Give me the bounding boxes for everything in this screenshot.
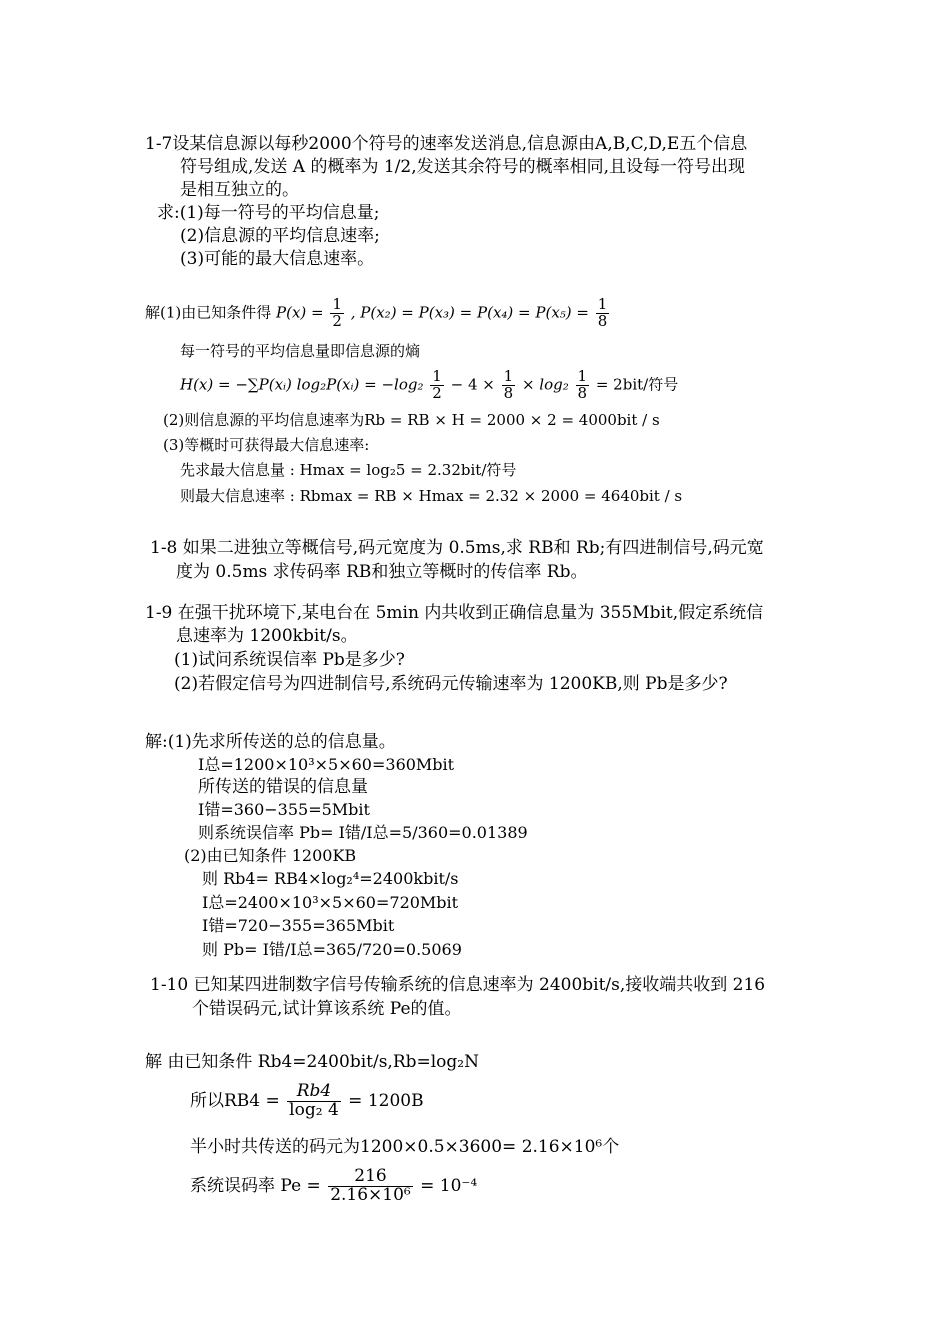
solution-1-9-line-7: 则 Rb4= RB4×log₂⁴=2400kbit/s [202, 869, 459, 888]
solution-1-9-line-4: I错=360−355=5Mbit [198, 800, 370, 819]
fraction-denominator: 2 [432, 383, 442, 402]
solution-1-7-entropy [180, 369, 678, 402]
solution-1-7-prefix: 解(1)由已知条件得 [145, 303, 272, 322]
solution-1-9-line-2: I总=1200×10³×5×60=360Mbit [198, 755, 455, 774]
fraction-denominator: 8 [577, 383, 588, 402]
solution-1-9-line-1: 解:(1)先求所传送的总的信息量。 [145, 732, 396, 752]
solution-1-10-rate-right: = 1200B [348, 1090, 424, 1111]
fraction-one-eighth [576, 369, 590, 402]
problem-1-7-line-2: 符号组成,发送 A 的概率为 1/2,发送其余符号的概率相同,且设每一符号出现 [180, 157, 746, 177]
solution-1-7-rate: (2)则信息源的平均信息速率为Rb = RB × H = 2000 × 2 = 4000bit / s [163, 411, 660, 429]
solution-1-9-line-5: 则系统误信率 Pb= I错/I总=5/360=0.01389 [198, 823, 528, 842]
problem-1-10-line-1: 1-10 已知某四进制数字信号传输系统的信息速率为 2400bit/s,接收端共收到 216 [150, 975, 766, 995]
fraction-one-eighth [502, 369, 516, 402]
fraction-denominator: 2.16×10⁶ [330, 1184, 411, 1205]
solution-1-10-line-3: 半小时共传送的码元为1200×0.5×3600= 2.16×10⁶个 [190, 1137, 620, 1157]
solution-1-10-error-right: = 10⁻⁴ [420, 1175, 478, 1196]
solution-1-9-line-9: I错=720−355=365Mbit [202, 916, 395, 935]
solution-1-7-max-info: 先求最大信息量 : Hmax = log₂5 = 2.32bit/符号 [180, 461, 517, 479]
fraction-one-half [330, 297, 344, 330]
fraction-numerator: Rb4 [287, 1083, 341, 1102]
solution-1-9-line-6: (2)由已知条件 1200KB [184, 846, 357, 865]
problem-1-7-ask-3: (3)可能的最大信息速率。 [180, 249, 375, 269]
fraction-numerator: 1 [503, 367, 514, 385]
problem-1-7-line-1: 1-7设某信息源以每秒2000个符号的速率发送消息,信息源由A,B,C,D,E五个信息 [145, 134, 748, 154]
fraction-one-eighth [596, 297, 610, 330]
fraction-denominator: log₂ 4 [289, 1099, 339, 1120]
solution-1-7-max-heading: (3)等概时可获得最大信息速率: [163, 436, 370, 454]
fraction-numerator: 216 [328, 1168, 413, 1187]
problem-1-7-ask-2: (2)信息源的平均信息速率; [180, 226, 380, 246]
entropy-mid-2: × log₂ [521, 375, 569, 394]
fraction-numerator: 1 [332, 295, 342, 313]
solution-1-9-line-3: 所传送的错误的信息量 [198, 777, 368, 797]
fraction-one-half [430, 369, 444, 402]
problem-1-8-line-2: 度为 0.5ms 求传码率 RB和独立等概时的传信率 Rb。 [176, 562, 588, 582]
problem-1-8-line-1: 1-8 如果二进独立等概信号,码元宽度为 0.5ms,求 RB和 Rb;有四进制信号,码元宽 [150, 538, 764, 558]
fraction-error-rate [328, 1168, 413, 1205]
solution-1-7-max-rate: 则最大信息速率 : Rbmax = RB × Hmax = 2.32 × 2000 = 4640bit / s [180, 487, 683, 505]
problem-1-10-line-2: 个错误码元,试计算该系统 Pe的值。 [192, 999, 462, 1019]
solution-1-9-line-8: I总=2400×10³×5×60=720Mbit [202, 893, 459, 912]
fraction-numerator: 1 [432, 367, 442, 385]
problem-1-9-ask-2: (2)若假定信号为四进制信号,系统码元传输速率为 1200KB,则 Pb是多少? [174, 674, 728, 694]
problem-1-7-line-3: 是相互独立的。 [180, 180, 299, 200]
solution-1-7-px: P(x) = [276, 303, 324, 322]
problem-1-9-line-2: 息速率为 1200kbit/s。 [176, 626, 358, 646]
fraction-denominator: 2 [332, 311, 342, 330]
solution-1-10-line-2 [190, 1083, 424, 1120]
problem-1-9-ask-1: (1)试问系统误信率 Pb是多少? [174, 650, 405, 670]
solution-1-7-line-1 [145, 297, 611, 330]
fraction-denominator: 8 [503, 383, 514, 402]
entropy-right: = 2bit/符号 [595, 375, 679, 394]
entropy-left: H(x) = −∑P(xᵢ) log₂P(xᵢ) = −log₂ [180, 375, 424, 394]
problem-1-9-line-1: 1-9 在强干扰环境下,某电台在 5min 内共收到正确信息量为 355Mbit,假定系统信 [145, 603, 764, 623]
fraction-numerator: 1 [597, 295, 608, 313]
solution-1-10-rate-left: 所以RB4 = [190, 1090, 280, 1111]
solution-1-7-mid: , P(x₂) = P(x₃) = P(x₄) = P(x₅) = [350, 303, 589, 322]
problem-1-7-ask-1: 求:(1)每一符号的平均信息量; [157, 203, 380, 223]
fraction-numerator: 1 [577, 367, 588, 385]
solution-1-10-error-left: 系统误码率 Pe = [190, 1175, 321, 1196]
solution-1-10-line-1: 解 由已知条件 Rb4=2400bit/s,Rb=log₂N [145, 1052, 479, 1072]
solution-1-10-line-4 [190, 1168, 477, 1205]
fraction-denominator: 8 [597, 311, 608, 330]
entropy-mid-1: − 4 × [450, 375, 495, 394]
fraction-rate [287, 1083, 341, 1120]
solution-1-7-line-2: 每一符号的平均信息量即信息源的熵 [180, 342, 421, 360]
solution-1-9-line-10: 则 Pb= I错/I总=365/720=0.5069 [202, 940, 462, 959]
